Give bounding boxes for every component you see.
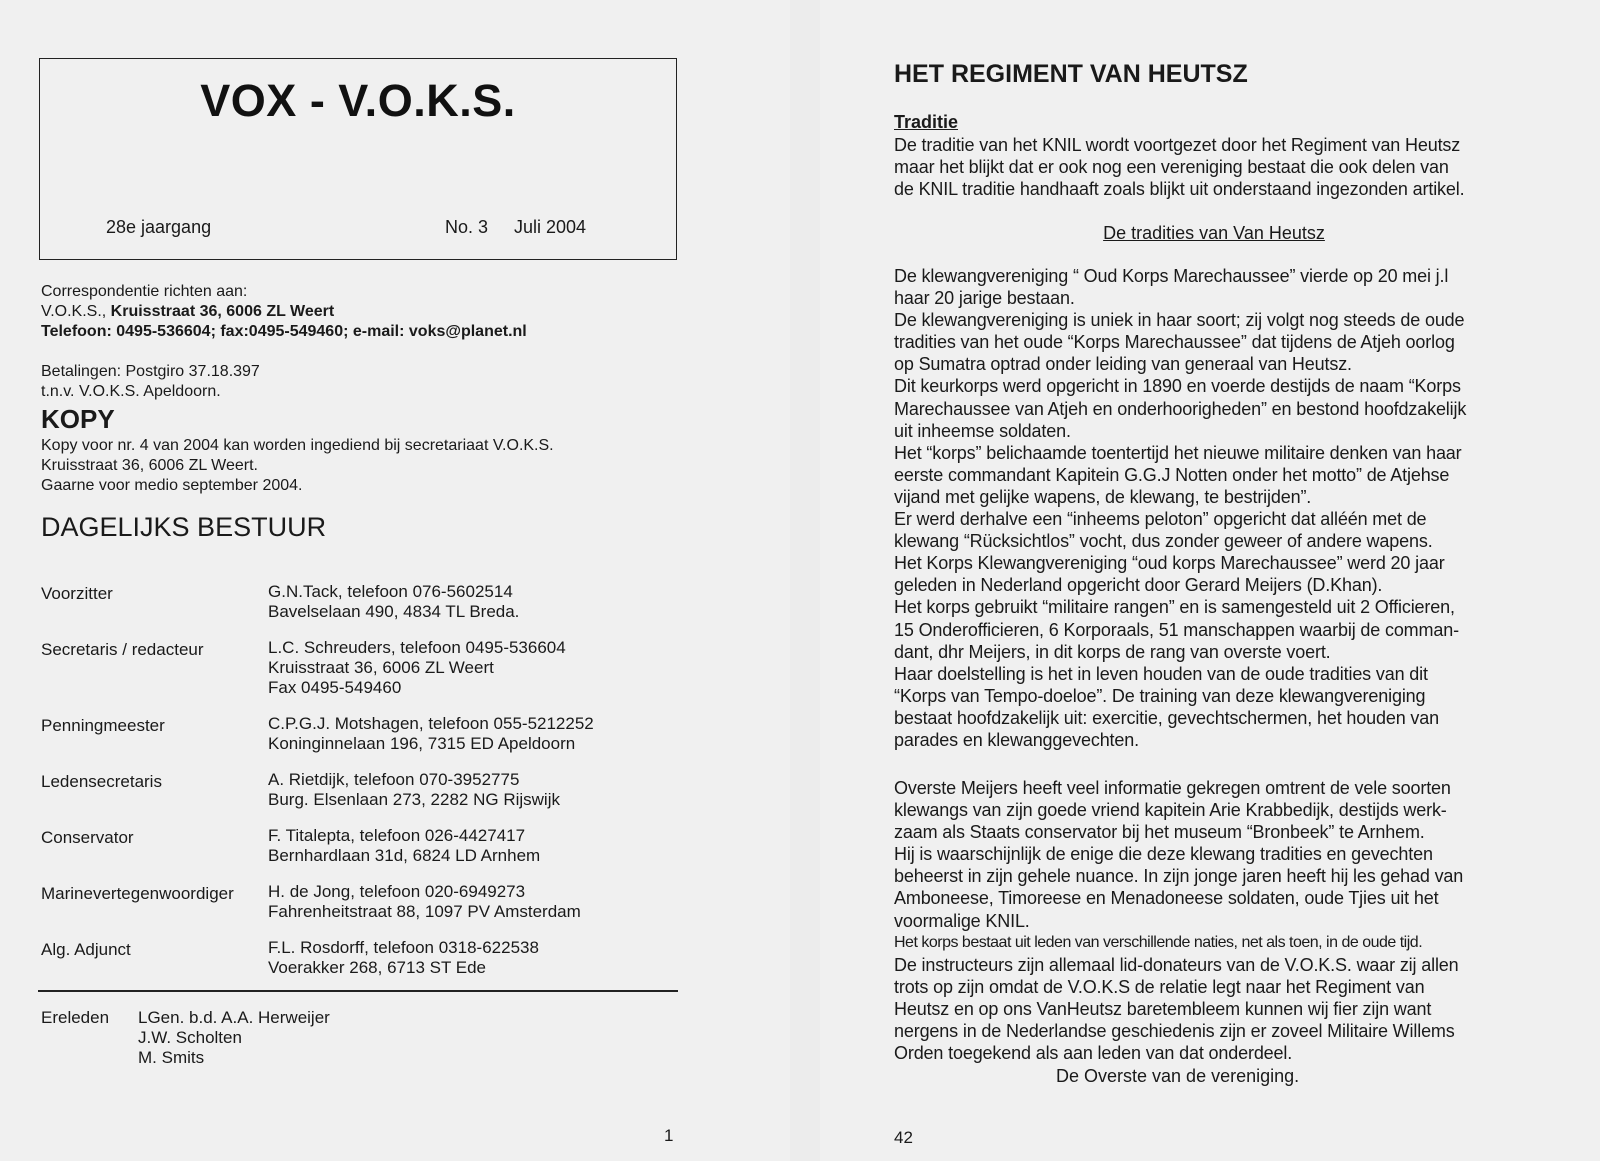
board-role-navy-rep: Marinevertegenwoordiger: [41, 884, 234, 903]
board-navy-line-1: H. de Jong, telefoon 020-6949273: [268, 882, 526, 901]
body-line: Hij is waarschijnlijk de enige die deze klewang tradities en gevechten: [894, 844, 1433, 865]
body-line: Het Korps Klewangvereniging “oud korps Marechaussee” werd 20 jaar: [894, 553, 1445, 574]
body-line: geleden in Nederland opgericht door Gerard Meijers (D.Khan).: [894, 575, 1383, 596]
body-line: Heutsz en op ons VanHeutsz baretembleem kunnen wij fier zijn want: [894, 998, 1432, 1019]
board-membership-line-1: A. Rietdijk, telefoon 070-3952775: [268, 770, 520, 789]
right-page: [820, 0, 1600, 1161]
body-line: Orden toegekend als aan leden van dat onderdeel.: [894, 1043, 1293, 1064]
payments-line-2: t.n.v. V.O.K.S. Apeldoorn.: [41, 383, 221, 400]
honorary-member-3: M. Smits: [138, 1048, 205, 1067]
body-line: tradities van het oude “Korps Marechaussee” dat tijdens de Atjeh oorlog: [894, 332, 1455, 353]
board-conservator-line-2: Bernhardlaan 31d, 6824 LD Arnhem: [268, 846, 541, 865]
article-paragraph-1: [894, 265, 1534, 751]
page-number-right: 42: [894, 1128, 913, 1147]
board-role-conservator: Conservator: [41, 828, 134, 847]
body-line: bestaat hoofdzakelijk uit: exercitie, gevechtschermen, het houden van: [894, 707, 1439, 728]
body-line: klewangs van zijn goede vriend kapitein Arie Krabbedijk, destijds werk-: [894, 800, 1447, 821]
body-line: De instructeurs zijn allemaal lid-donateurs van de V.O.K.S. waar zij allen: [894, 954, 1459, 975]
correspondence-address: Kruisstraat 36, 6006 ZL Weert: [110, 303, 335, 320]
body-line: eerste commandant Kapitein G.G.J Notten onder het motto” de Atjehse: [894, 464, 1450, 485]
board-role-treasurer: Penningmeester: [41, 716, 165, 735]
kopy-heading: KOPY: [41, 404, 115, 434]
body-line: trots op zijn omdat de V.O.K.S de relatie legt naar het Regiment van: [894, 976, 1425, 997]
board-heading: DAGELIJKS BESTUUR: [41, 512, 327, 542]
intro-line: maar het blijkt dat er ook nog een vereniging bestaat die ook delen van: [894, 157, 1449, 178]
body-line: parades en klewanggevechten.: [894, 729, 1139, 750]
page-number-left: 1: [664, 1126, 674, 1145]
board-role-membership-secretary: Ledensecretaris: [41, 772, 162, 791]
article-heading: De tradities van Van Heutsz: [1103, 223, 1325, 243]
article-paragraph-2: [894, 777, 1534, 1064]
body-line: nergens in de Nederlandse geschiedenis zijn er zoveel Militaire Willems: [894, 1021, 1455, 1042]
board-role-secretary: Secretaris / redacteur: [41, 640, 204, 659]
body-line: voormalige KNIL.: [894, 910, 1030, 931]
board-chair-line-2: Bavelselaan 490, 4834 TL Breda.: [268, 602, 520, 621]
board-adjunct-line-2: Voerakker 268, 6713 ST Ede: [268, 958, 487, 977]
body-line: De klewangvereniging “ Oud Korps Marechaussee” vierde op 20 mei j.l: [894, 266, 1449, 286]
board-secretary-line-3: Fax 0495-549460: [268, 678, 402, 697]
body-line: op Sumatra optrad onder leiding van generaal van Heutsz.: [894, 354, 1352, 375]
honorary-member-1: LGen. b.d. A.A. Herweijer: [138, 1008, 330, 1027]
intro-paragraph: [894, 134, 1534, 200]
kopy-line-1: Kopy voor nr. 4 van 2004 kan worden ingediend bij secretariaat V.O.K.S.: [41, 437, 554, 454]
board-treasurer-line-1: C.P.G.J. Motshagen, telefoon 055-5212252: [268, 714, 594, 733]
body-line: Overste Meijers heeft veel informatie gekregen omtrent de vele soorten: [894, 778, 1451, 798]
body-line: Er werd derhalve een “inheems peloton” opgericht dat alléén met de: [894, 509, 1427, 530]
newsletter-title: VOX - V.O.K.S.: [200, 75, 516, 126]
signature: De Overste van de vereniging.: [1056, 1066, 1300, 1086]
body-line: “Korps van Tempo-doeloe”. De training van deze klewangvereniging: [894, 685, 1426, 706]
article-title: HET REGIMENT VAN HEUTSZ: [894, 60, 1248, 88]
body-line: De klewangvereniging is uniek in haar soort; zij volgt nog steeds de oude: [894, 310, 1465, 331]
body-line: Dit keurkorps werd opgericht in 1890 en voerde destijds de naam “Korps: [894, 376, 1461, 397]
body-line: Het “korps” belichaamde toentertijd het nieuwe militaire denken van haar: [894, 442, 1462, 463]
correspondence-contact: Telefoon: 0495-536604; fax:0495-549460; e-mail: voks@planet.nl: [41, 323, 527, 340]
issue-number: No. 3: [445, 217, 489, 237]
kopy-line-3: Gaarne voor medio september 2004.: [41, 477, 303, 494]
board-secretary-line-1: L.C. Schreuders, telefoon 0495-536604: [268, 638, 566, 657]
intro-line: de KNIL traditie handhaaft zoals blijkt uit onderstaand ingezonden artikel.: [894, 179, 1465, 200]
section-heading: Traditie: [894, 112, 959, 132]
correspondence-address-line: [41, 302, 334, 322]
board-navy-line-2: Fahrenheitstraat 88, 1097 PV Amsterdam: [268, 902, 581, 921]
body-line: 15 Onderofficieren, 6 Korporaals, 51 manschappen waarbij de comman-: [894, 619, 1459, 640]
correspondence-org: V.O.K.S.,: [41, 303, 111, 320]
body-line: Haar doelstelling is het in leven houden van de oude tradities van dit: [894, 663, 1428, 684]
board-secretary-line-2: Kruisstraat 36, 6006 ZL Weert: [268, 658, 494, 677]
intro-line: De traditie van het KNIL wordt voortgezet door het Regiment van Heutsz: [894, 135, 1461, 155]
body-line: haar 20 jarige bestaan.: [894, 288, 1075, 309]
body-line: vijand met gelijke wapens, de klewang, te bestrijden”.: [894, 486, 1312, 507]
correspondence-label: Correspondentie richten aan:: [41, 283, 248, 300]
masthead-box: [39, 58, 677, 260]
body-line: uit inheemse soldaten.: [894, 420, 1071, 441]
volume-label: 28e jaargang: [106, 217, 212, 237]
issue-date: Juli 2004: [514, 217, 587, 237]
divider: [38, 990, 678, 992]
kopy-line-2: Kruisstraat 36, 6006 ZL Weert.: [41, 457, 258, 474]
body-line: dant, dhr Meijers, in dit korps de rang van overste voert.: [894, 641, 1331, 662]
honorary-member-2: J.W. Scholten: [138, 1028, 242, 1047]
payments-line-1: Betalingen: Postgiro 37.18.397: [41, 363, 260, 380]
board-chair-line-1: G.N.Tack, telefoon 076-5602514: [268, 582, 513, 601]
board-treasurer-line-2: Koninginnelaan 196, 7315 ED Apeldoorn: [268, 734, 576, 753]
body-line: Het korps gebruikt “militaire rangen” en is samengesteld uit 2 Officieren,: [894, 597, 1455, 618]
board-role-chair: Voorzitter: [41, 584, 113, 603]
body-line: Marechaussee van Atjeh en onderhoorigheden” en bestond hoofdzakelijk: [894, 398, 1467, 419]
board-role-adjunct: Alg. Adjunct: [41, 940, 131, 959]
board-conservator-line-1: F. Titalepta, telefoon 026-4427417: [268, 826, 526, 845]
body-line: zaam als Staats conservator bij het museum “Bronbeek” te Arnhem.: [894, 822, 1425, 843]
honorary-label: Ereleden: [41, 1008, 110, 1027]
board-membership-line-2: Burg. Elsenlaan 273, 2282 NG Rijswijk: [268, 790, 560, 809]
body-line: beheerst in zijn gehele nuance. In zijn jonge jaren heeft hij les gehad van: [894, 866, 1464, 887]
body-line: klewang “Rücksichtlos” vocht, dus zonder geweer of andere wapens.: [894, 531, 1433, 552]
body-line: Amboneese, Timoreese en Menadoneese soldaten, oude Tjies uit het: [894, 888, 1439, 909]
left-page: [0, 0, 790, 1161]
board-adjunct-line-1: F.L. Rosdorff, telefoon 0318-622538: [268, 938, 539, 957]
body-line: Het korps bestaat uit leden van verschillende naties, net als toen, in de oude tijd.: [894, 933, 1423, 951]
